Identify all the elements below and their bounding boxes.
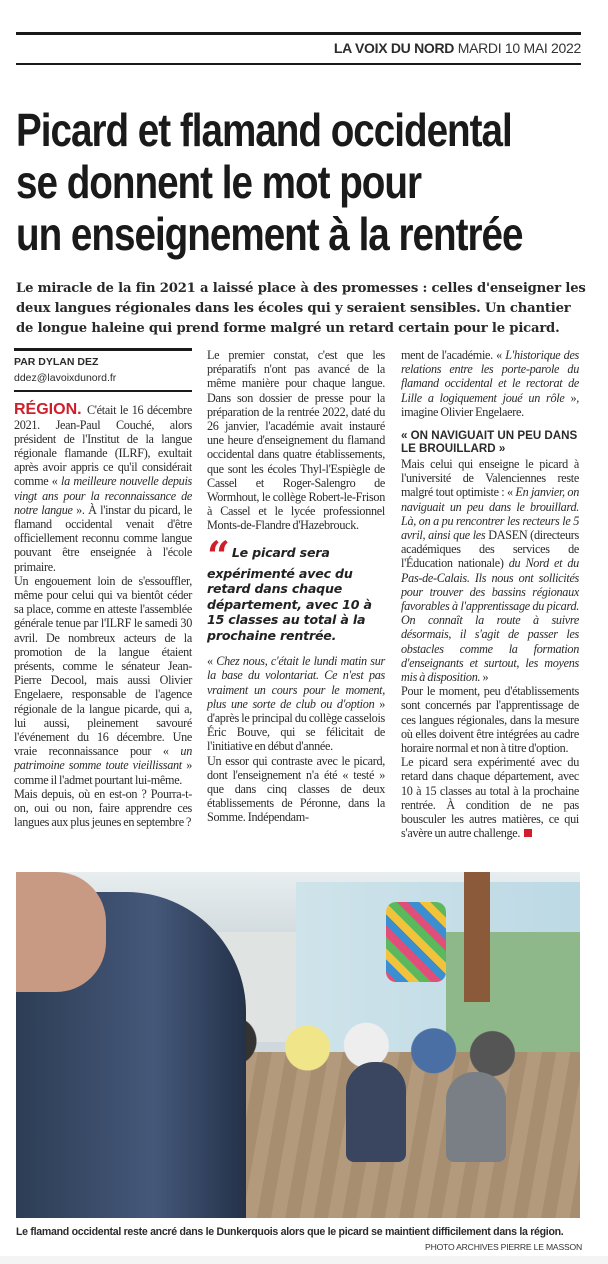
paragraph-text: » d'après le principal du collège casselois Éric Bouve, qui se félicitait de l'initiative en début d'année. (207, 696, 385, 754)
paragraph-text: Le premier constat, c'est que les préparatifs n'ont pas avancé de la même manière pour chaque langue. Dans son dossier de presse pour la préparation de la rentrée 2022, daté du 26 janvier, l'académie avait instauré une heure d'enseignement du flamand occidental dans quatre établissements, que sont les écoles Thyl-l'Espiègle de Cassel et Roger-Salengro de Wormhout, le collège Robert-le-Frison à Cassel et le lycée professionnel Monts-de-Flandre d'Hazebrouck. (207, 348, 385, 533)
photo-child-front (346, 1062, 406, 1162)
headline-line: Picard et flamand occidental (16, 104, 512, 156)
photo-child-front-right (446, 1072, 506, 1162)
photo-patchwork-elephant (386, 902, 446, 982)
headline-line: un enseignement à la rentrée (16, 208, 523, 260)
paragraph-text: Mais celui qui enseigne le picard à l'université de Valenciennes reste malgré tout optimiste : « (401, 457, 579, 500)
article-paragraph (401, 684, 579, 755)
paragraph-text: DASEN (directeurs académiques des services de l'Éducation nationale) (401, 528, 579, 571)
newspaper-name: LA VOIX DU NORD (333, 40, 455, 56)
paragraph-text: Un engouement loin de s'essouffler, même pour celui qui va bientôt céder sa place, comme en atteste l'assemblée générale tenue par l'ILRF le samedi 30 avril. De nombreux acteurs de la promotion de la langue étaient présents, comme le sénateur Jean-Pierre Decool, mais aussi Olivier Engelaere, responsable de l'agence régionale de la langue picarde, qui a, lui aussi, pleinement savouré l'événement du 16 décembre. Une vraie reconnaissance pour « (14, 573, 192, 759)
photo-tree-drawing (464, 872, 490, 1002)
top-rule (16, 32, 581, 35)
masthead-rule (16, 63, 581, 65)
article-column-2 (207, 348, 385, 825)
paragraph-text: Le picard sera expérimenté avec du retard dans chaque département, avec 10 à 15 classes au total à la prochaine rentrée. À condition de ne pas bousculer les autres matières, ce qui s'avère un autre challenge. (401, 755, 579, 841)
page-bottom-margin (0, 1256, 608, 1264)
quoted-text: Chez nous, c'était le lundi matin sur la base du volontariat. Ce n'est pas vraiment un cours pour le moment, plus une sorte de club ou d'option (207, 654, 385, 711)
lede: Le miracle de la fin 2021 a laissé place à des promesses : celles d'enseigner les deux langues régionales dans les écoles qui y seraient sensibles. Un chantier de longue haleine qui prend forme malgré un retard certain pour le picard. (16, 281, 586, 336)
article-column-1 (14, 348, 192, 830)
pull-quote-text: Le picard sera expérimenté avec du retard dans chaque département, avec 10 à 15 classes au total à la prochaine rentrée. (207, 544, 372, 643)
paragraph-text: » (480, 670, 489, 685)
article-paragraph (401, 457, 579, 684)
paragraph-text: ». À l'instar du picard, le flamand occidental venait d'être officiellement reconnu comme langue pouvant être enseignée à l'école primaire. (14, 502, 192, 574)
article-paragraph (207, 348, 385, 533)
paragraph-text: C'était le 16 décembre 2021. Jean-Paul Couché, alors président de l'Institut de la langue régionale flamande (ILRF), exultait après avoir appris ce qu'il considérait comme « (14, 403, 192, 489)
quoted-text: du Nord et du Pas-de-Calais. Ils nous ont sollicités pour trouver des bassins régionaux favorables à l'apprentissage du picard. On connaît la route à suivre désormais, il s'agit de passer les obstacles comme la formation d'enseignants et surtout, les moyens mis à disposition. (401, 556, 579, 685)
photo-teacher-head (16, 872, 106, 992)
quoted-text: En janvier, on naviguait un peu dans le brouillard. Là, on a pu rencontrer les recteurs le 5 avril, ainsi que les (401, 485, 579, 543)
byline (14, 348, 192, 392)
paragraph-text: Pour le moment, peu d'établissements sont concernés par l'apprentissage de ces langues régionales, dans la mesure où elles doivent être intégrées au cadre horaire normal et non à titre d'option. (401, 684, 579, 756)
issue-date: MARDI 10 MAI 2022 (457, 40, 581, 56)
paragraph-text: ment de l'académie. « (401, 348, 506, 362)
article-paragraph (14, 403, 192, 573)
photo-credit: PHOTO ARCHIVES PIERRE LE MASSON (425, 1242, 582, 1252)
article-column-3 (401, 348, 579, 841)
article-paragraph (401, 755, 579, 840)
article-paragraph (401, 348, 579, 419)
headline-line: se donnent le mot pour (16, 156, 422, 208)
quoted-text: la meilleure nouvelle depuis vingt ans pour la reconnaissance de notre langue (14, 474, 192, 517)
end-of-article-mark (524, 829, 532, 837)
article-paragraph (14, 787, 192, 830)
article-paragraph (14, 574, 192, 787)
headline (16, 104, 608, 260)
quote-mark-icon: “ (207, 532, 230, 580)
paragraph-text: « (207, 654, 217, 669)
paragraph-text: » comme il l'admet pourtant lui-même. (14, 758, 193, 787)
article-paragraph (207, 754, 385, 825)
paragraph-text: Un essor qui contraste avec le picard, dont l'enseignement n'a été « testé » que dans cinq classes de deux établissements de Péronne, dans la Somme. Indépendam- (207, 753, 385, 825)
pull-quote (207, 532, 385, 644)
article-paragraph (207, 654, 385, 753)
author-name: PAR DYLAN DEZ (14, 356, 99, 368)
masthead (334, 40, 581, 56)
article-photo (16, 872, 580, 1218)
paragraph-text: Mais depuis, où en est-on ? Pourra-t-on, oui ou non, faire apprendre ces langues aux plus jeunes en septembre ? (14, 786, 192, 830)
article-kicker: RÉGION. (14, 401, 87, 419)
quoted-text: un patrimoine somme toute vieillissant (14, 744, 192, 773)
quoted-text: L'historique des relations entre les porte-parole du flamand occidental et le rectorat de Lille a logiquement joué un rôle (401, 348, 579, 405)
subheading: « ON NAVIGUAIT UN PEU DANS LE BROUILLARD » (401, 429, 578, 456)
paragraph-text: », imagine Olivier Engelaere. (401, 390, 580, 419)
photo-caption: Le flamand occidental reste ancré dans le Dunkerquois alors que le picard se maintient difficilement dans la région. (16, 1226, 564, 1238)
author-email[interactable]: ddez@lavoixdunord.fr (14, 372, 117, 385)
